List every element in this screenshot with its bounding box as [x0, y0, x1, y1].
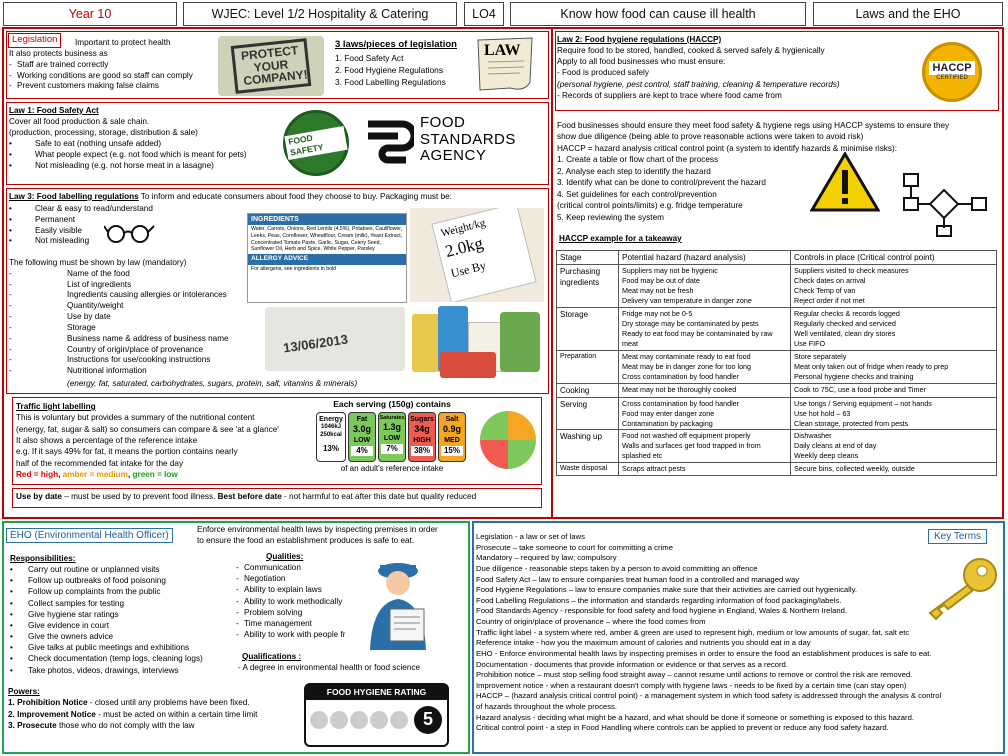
law1-bullet: • Not misleading (e.g. not horse meat in a lasagne)	[9, 161, 289, 172]
inspector-illustration	[356, 555, 442, 650]
header-topic: Know how food can cause ill health	[510, 2, 806, 26]
power-item: 3. Prosecute those who do not comply with the law	[8, 720, 195, 730]
quality-item: - Ability to work with people fr	[236, 629, 361, 640]
key-term: Food Safety Act – law to ensure companies treat human food in a controlled and managed way	[476, 574, 800, 584]
key-term: Mandatory – required by law; compulsory	[476, 553, 617, 563]
key-term: Legislation - a law or set of laws	[476, 532, 585, 541]
glasses-icon	[104, 222, 156, 248]
responsibility-item: • Give talks at public meetings and exhibitions	[10, 642, 235, 653]
key-term: Reference intake - how you the maximum amount of calories and nutrients you should eat in a day	[476, 638, 811, 648]
haccp-info: Food businesses should ensure they meet food safety & hygiene regs using HACCP systems to ensure they show due diligence (being able to prove reasonable actions were taken to avoid risk) HACCP = hazard analysis critical control point (a system to identify hazards & minimise risks): 1. Create a table or flow chart of the process 2. Analyse each step to identify the hazard 3. Identify what can be done to control/prevent the hazard 4. Set guidelines for each control/prevention (critical control points/limits) e.g. fridge temperature 5. Keep reviewing the system	[557, 121, 950, 222]
legislation-intro: Important to protect health	[75, 38, 171, 47]
fsa-logo: FOOD STANDARDS AGENCY	[362, 114, 516, 166]
legislation-label: Legislation	[8, 33, 61, 48]
eho-intro: Enforce environmental health laws by inspecting premises in order to ensure the food an establishment produces is safe to eat.	[197, 525, 438, 545]
quality-item: - Ability to explain laws	[236, 584, 361, 595]
mandatory-item: - Ingredients causing allergies or intolerances	[9, 290, 269, 301]
legislation-point: - Working conditions are good so staff can comply	[9, 71, 214, 82]
key-term: Due diligence - reasonable steps taken by a person to avoid committing an offence	[476, 563, 758, 573]
law1-text: Law 1: Food Safety Act Cover all food production & sale chain. (production, processing, storage, distribution & sale) • Safe to eat (nothing unsafe added) • What people expect (e.g. not food which is meant for pets) • Not misleading (e.g. not horse meat in a lasagne)	[9, 106, 289, 171]
mandatory-item: - Business name & address of business name	[9, 334, 269, 345]
tl-energy: Energy 1046kJ 250kcal 13%	[316, 412, 346, 462]
traffic-light-label: Each serving (150g) contains Energy 1046kJ 250kcal 13% Fat 3.0g LOW 4% Saturates 1.3g LOW 7% Sugars 34g HIGH 38% Salt 0.9g MED 15% of an adult's reference intake	[312, 399, 472, 483]
key-term: Country of origin/place of provenance – where the food comes from	[476, 617, 706, 626]
responsibility-item: • Give hygiene star ratings	[10, 609, 235, 620]
header-course: WJEC: Level 1/2 Hospitality & Catering	[183, 2, 457, 26]
haccp-example-title: HACCP example for a takeaway	[559, 234, 682, 243]
responsibility-item: • Take photos, videos, drawings, interviews	[10, 665, 235, 676]
eho-powers: Powers: 1. Prohibition Notice - closed until any problems have been fixed. 2. Improvement Notice - must be acted on within a certain time limit 3. Prosecute those who do not comply with the law	[8, 686, 308, 731]
key-terms-label: Key Terms	[928, 529, 987, 544]
eho-label: EHO (Environmental Health Officer)	[6, 528, 173, 543]
date-stamp-image: 13/06/2013	[265, 307, 405, 371]
quality-item: - Problem solving	[236, 607, 361, 618]
tl-sugars: Sugars 34g HIGH 38%	[408, 412, 436, 462]
responsibility-item: • Check documentation (temp logs, cleaning logs)	[10, 653, 235, 664]
nutrition-note: (energy, fat, saturated, carbohydrates, sugars, protein, salt, vitamins & minerals)	[67, 379, 358, 388]
table-row: Preparation Meat may contaminate ready to eat food Meat may be in danger zone for too long Cross contamination by food handler Store separately Meat only taken out of fridge when ready to prep Personal hygiene checks and training	[557, 350, 997, 383]
responsibility-item: • Give the owners advice	[10, 631, 235, 642]
table-header-row: Stage Potential hazard (hazard analysis) Controls in place (Critical control point)	[557, 251, 997, 265]
law1-bullet: • What people expect (e.g. not food which is meant for pets)	[9, 150, 289, 161]
law3-bullet: • Not misleading	[9, 236, 153, 247]
law3-bullet: • Clear & easy to read/understand	[9, 204, 153, 215]
key-term: Traffic light label - a system where red, amber & green are used to represent high, medium or low amounts of sugar, fat, salt etc	[476, 627, 910, 637]
haccp-badge: HACCP CERTIFIED	[922, 42, 982, 102]
food-safety-badge: FOOD SAFETY	[283, 110, 349, 176]
law3-mandatory: The following must be shown by law (mandatory) - Name of the food - List of ingredients - Ingredients causing allergies or intolerances - Quantity/weight - Use by date - Storage - Business name & address of business name - Country of origin/place of provenance - Instructions for use/cooking instructions - Nutritional information	[9, 258, 269, 377]
law-list-item: 2. Food Hygiene Regulations	[335, 64, 444, 75]
quality-item: - Time management	[236, 618, 361, 629]
law3-bullet: • Easily visible	[9, 226, 153, 237]
quality-item: - Negotiation	[236, 573, 361, 584]
mandatory-item: - Quantity/weight	[9, 301, 269, 312]
power-item: 2. Improvement Notice - must be acted on within a certain time limit	[8, 709, 258, 719]
law3-title-line: Law 3: Food labelling regulations To inform and educate consumers about food they choose to buy. Packaging must be:	[9, 192, 452, 201]
key-term: Documentation - documents that provide information or evidence or that serves as a record.	[476, 659, 788, 669]
legislation-also: It also protects business as - Staff are trained correctly - Working conditions are good so staff can comply - Prevent customers making false claims	[9, 49, 214, 92]
law-list-item: 3. Food Labelling Regulations	[335, 77, 446, 88]
legislation-point: - Staff are trained correctly	[9, 60, 214, 71]
table-row: Purchasing ingredients Suppliers may not be hygienic Food may be out of date Meat may not be fresh Delivery van temperature in danger zone Suppliers visited to check measures Check dates on arrival Check Temp of van Reject order if not met	[557, 265, 997, 308]
hygiene-rating-badge: FOOD HYGIENE RATING 5	[304, 683, 449, 747]
mandatory-item: - Instructions for use/cooking instructions	[9, 355, 269, 366]
key-term: Hazard analysis - deciding what might be a hazard, and what should be done if someone or something is exposed to this hazard.	[476, 712, 915, 722]
law-list-item: 1. Food Safety Act	[335, 52, 404, 63]
key-term: Critical control point - a step in Food Handling where controls can be applied to prevent or reduce any food safety hazard.	[476, 723, 889, 733]
responsibility-item: • Collect samples for testing	[10, 598, 235, 609]
tl-saturates: Saturates 1.3g LOW 7%	[378, 412, 406, 462]
tl-fat: Fat 3.0g LOW 4%	[348, 412, 376, 462]
three-laws: 3 laws/pieces of legislation 1. Food Safety Act 2. Food Hygiene Regulations 3. Food Labelling Regulations	[335, 39, 457, 88]
responsibility-item: • Follow up complaints from the public	[10, 586, 235, 597]
table-row: Storage Fridge may not be 0-5 Dry storage may be contaminated by pests Ready to eat food may be contaminated by raw meat Regular checks & records logged Regularly checked and serviced Well ventilated, clean dry stores Use FIFO	[557, 308, 997, 351]
warning-icon	[810, 152, 880, 216]
key-term: Food Hygiene Regulations – law to ensure companies make sure that their activities are carried out hygienically.	[476, 585, 858, 595]
law3-bullet: • Permanent	[9, 215, 153, 226]
key-term: Food Labelling Regulations – the information and standards regarding information of food packaging/labels.	[476, 595, 842, 605]
law-scroll-icon: LAW	[470, 34, 545, 96]
table-row: Serving Cross contamination by food handler Food may enter danger zone Contamination by packaging Use tongs / Serving equipment – not hands Use hot hold – 63 Clean storage, protected from pests	[557, 397, 997, 430]
key-term: EHO - Enforce environmental health laws by inspecting premises in order to ensure the food an establishment produces is safe to eat.	[476, 648, 932, 658]
traffic-text: Traffic light labelling This is voluntary but provides a summary of the nutritional content (energy, fat, sugar & salt) so consumers can compare & see 'at a glance' It also shows a percentage of the reference intake e.g. If it says 49% for fat, it means the portion contains nearly half of the recommended fat intake for the day Red = high, amber = medium, green = low	[16, 402, 279, 479]
law2-text: Law 2: Food hygiene regulations (HACCP) Require food to be stored, handled, cooked & served safely & hygienically Apply to all food businesses who must ensure: - Food is produced safely (personal hygiene, pest control, staff training, cleaning & temperature records) - Records of suppliers are kept to trace where food came from	[557, 35, 840, 100]
header-year: Year 10	[3, 2, 177, 26]
eho-responsibilities: Responsibilities: • Carry out routine or unplanned visits • Follow up outbreaks of food poisoning • Follow up complaints from the public • Collect samples for testing • Give hygiene star ratings • Give evidence in court • Give the owners advice • Give talks at public meetings and exhibitions • Check documentation (temp logs, cleaning logs) • Take photos, videos, drawings, interviews	[10, 553, 235, 676]
eho-qualifications: Qualifications : - A degree in environmental health or food science	[238, 652, 421, 672]
responsibility-item: • Give evidence in court	[10, 620, 235, 631]
power-item: 1. Prohibition Notice - closed until any problems have been fixed.	[8, 698, 250, 708]
mandatory-item: - Country of origin/place of provenance	[9, 345, 269, 356]
mandatory-item: - List of ingredients	[9, 280, 269, 291]
key-term: HACCP – (hazard analysis critical control point) - a management system in which food safety is addressed through the analysis & control	[476, 691, 942, 701]
table-row: Washing up Food not washed off equipment properly Walls and surfaces get food trapped in from splashed etc Dishwasher Daily cleans at end of day Weekly deep cleans	[557, 430, 997, 463]
tl-salt: Salt 0.9g MED 15%	[438, 412, 466, 462]
key-term: Food Standards Agency - responsible for food safety and food hygiene in England, Wales & Northern Ireland.	[476, 606, 848, 616]
top-divider	[551, 29, 553, 517]
protect-stamp-image: PROTECT YOUR COMPANY!	[218, 36, 324, 96]
key-term: of hazards throughout the whole process.	[476, 702, 618, 711]
mandatory-item: - Nutritional information	[9, 366, 269, 377]
food-packages-image	[410, 304, 544, 384]
key-terms-list	[476, 532, 1001, 734]
responsibility-item: • Follow up outbreaks of food poisoning	[10, 575, 235, 586]
mandatory-item: - Storage	[9, 323, 269, 334]
table-row: Waste disposal Scraps attract pests Secure bins, collected weekly, outside	[557, 463, 997, 476]
eho-qualities: Qualities: - Communication - Negotiation - Ability to explain laws - Ability to work methodically - Problem solving - Time management - Ability to work with people fr	[236, 551, 361, 640]
dates-text: Use by date – must be used by to prevent food illness. Best before date - not harmful to eat after this date but quality reduced	[16, 492, 477, 501]
key-term: Improvement notice - when a restaurant doesn't comply with hygiene laws - needs to be fixed by a certain time (can stay open)	[476, 680, 907, 690]
header-lo: LO4	[464, 2, 504, 26]
law1-bullet: • Safe to eat (nothing unsafe added)	[9, 139, 289, 150]
key-term: Prohibition notice – must stop selling food straight away – cannot resume until actions to remove or control the risk are removed.	[476, 670, 913, 680]
fsa-logo-mark	[362, 114, 414, 166]
traffic-circle-image	[478, 409, 538, 471]
header-title: Laws and the EHO	[813, 2, 1003, 26]
mandatory-item: - Use by date	[9, 312, 269, 323]
haccp-table	[556, 250, 997, 476]
legislation-point: - Prevent customers making false claims	[9, 81, 214, 92]
ingredients-label-image: INGREDIENTS Water, Carrots, Onions, Red Lentils (4.5%), Potatoes, Cauliflower, Leeks, Peas, Cornflower, Wheatflour, Cream (milk), Yeast Extract, Concentrated Tomato Paste, Garlic, Sugar, Celery Seed, Sunflower Oil, Herb and Spice, White Pepper, Parsley ALLERGY ADVICE For allergens, see ingredients in bold	[247, 213, 407, 303]
responsibility-item: • Carry out routine or unplanned visits	[10, 564, 235, 575]
key-term: Prosecute – take someone to court for committing a crime	[476, 542, 673, 552]
quality-item: - Communication	[236, 562, 361, 573]
quality-item: - Ability to work methodically	[236, 596, 361, 607]
mandatory-item: - Name of the food	[9, 269, 269, 280]
table-row: Cooking Meat may not be thoroughly cooked Cook to 75C, use a food probe and Timer	[557, 383, 997, 397]
flowchart-icon	[900, 170, 990, 242]
weight-label-image: Weight/kg 2.0kg Use By	[410, 208, 544, 302]
